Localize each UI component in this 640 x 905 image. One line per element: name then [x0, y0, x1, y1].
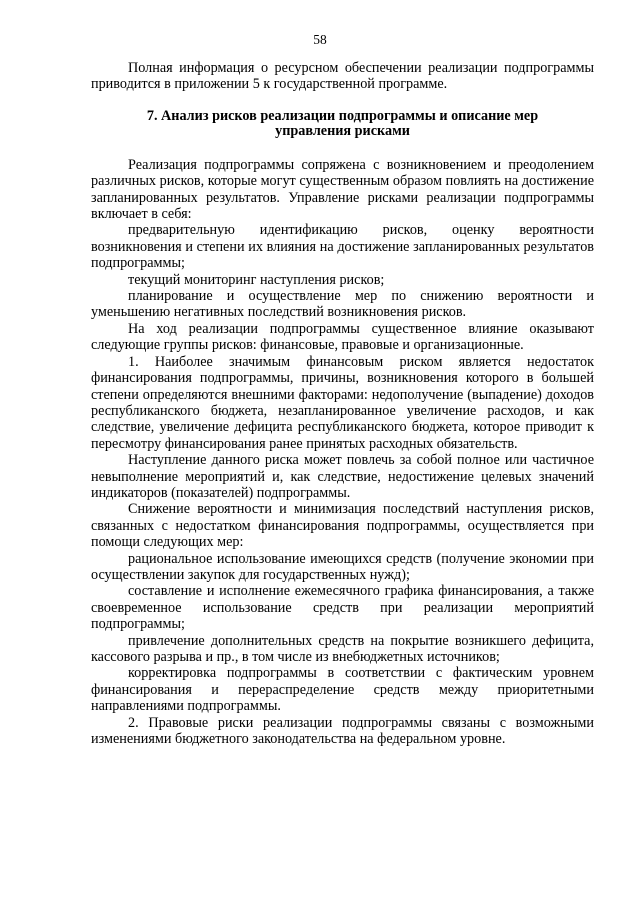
section-heading: 7. Анализ рисков реализации подпрограммы и описание мер управления рисками [146, 107, 539, 139]
paragraph-financial-risk: 1. Наиболее значимым финансовым риском является недостаток финансирования подпрограммы, причины, возникновения которого в большей степени определяются внешними факторами: недополучение (выпадение) доходов республиканского бюджета, незапланированное увеличение расходов, и как следствие, увеличение дефицита республиканского бюджета, которое приводит к пересмотру финансирования ранее принятых расходных обязательств. [91, 353, 594, 452]
intro-paragraph: Полная информация о ресурсном обеспечении реализации подпрограммы приводится в приложении 5 к государственной программе. [91, 60, 594, 93]
paragraph-legal-risk: 2. Правовые риски реализации подпрограммы связаны с возможными изменениями бюджетного законодательства на федеральном уровне. [91, 714, 594, 748]
paragraph-measure-schedule: составление и исполнение ежемесячного графика финансирования, а также своевременное использование средств при реализации мероприятий подпрограммы; [91, 583, 594, 633]
page-number: 58 [313, 32, 327, 47]
paragraph-measure-rational-use: рациональное использование имеющихся средств (получение экономии при осуществлении закупок для государственных нужд); [91, 550, 594, 583]
paragraph-risk-management: Реализация подпрограммы сопряжена с возникновением и преодолением различных рисков, которые могут существенным образом повлиять на достижение запланированных результатов. Управление рисками реализации подпрограммы включает в себя: [91, 156, 594, 223]
paragraph-planning: планирование и осуществление мер по снижению вероятности и уменьшению негативных последствий возникновения рисков. [91, 288, 594, 321]
paragraph-identification: предварительную идентификацию рисков, оценку вероятности возникновения и степени их влияния на достижение запланированных результатов подпрограммы; [91, 222, 594, 272]
paragraph-monitoring: текущий мониторинг наступления рисков; [128, 271, 385, 288]
paragraph-measure-adjustment: корректировка подпрограммы в соответствии с фактическим уровнем финансирования и перераспределение средств между приоритетными направлениями подпрограммы. [91, 665, 594, 715]
document-body [91, 60, 594, 747]
paragraph-risk-groups: На ход реализации подпрограммы существенное влияние оказывают следующие группы рисков: финансовые, правовые и организационные. [91, 320, 594, 354]
paragraph-measure-extra-funds: привлечение дополнительных средств на покрытие возникшего дефицита, кассового разрыва и пр., в том числе из внебюджетных источников; [91, 632, 594, 665]
paragraph-mitigation-intro: Снижение вероятности и минимизация последствий наступления рисков, связанных с недостатком финансирования подпрограммы, осуществляется при помощи следующих мер: [91, 501, 594, 551]
paragraph-risk-consequence: Наступление данного риска может повлечь за собой полное или частичное невыполнение мероприятий и, как следствие, недостижение целевых значений индикаторов (показателей) подпрограммы. [91, 452, 594, 501]
